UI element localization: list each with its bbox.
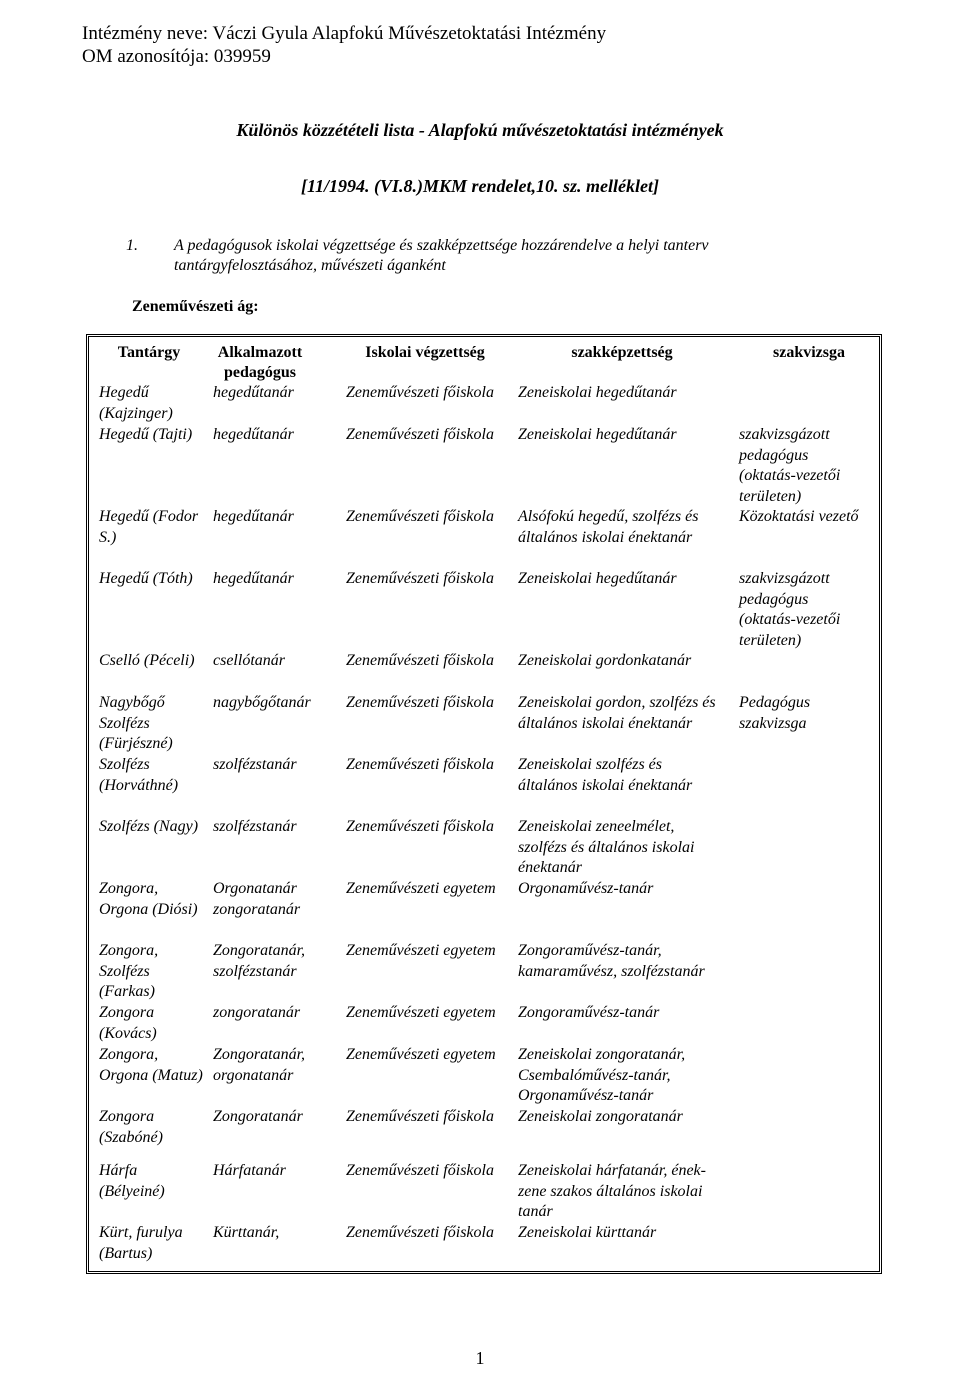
cell-education: Zeneművészeti főiskola — [346, 508, 494, 525]
page-number: 1 — [475, 1348, 485, 1368]
cell-teacher: Orgonatanár zongoratanár — [213, 880, 301, 918]
cell-qualification: Zeneiskolai gordon, szolfézs és általános iskolai énektanár — [518, 694, 716, 732]
cell-exam: szakvizsgázott pedagógus (oktatás-vezetői területen) — [739, 570, 841, 649]
header-education: Iskolai végzettség — [365, 344, 485, 361]
cell-teacher: Zongoratanár — [213, 1108, 303, 1125]
cell-teacher: hegedűtanár — [213, 384, 294, 401]
cell-education: Zeneművészeti főiskola — [346, 570, 494, 587]
cell-education: Zeneművészeti főiskola — [346, 1162, 494, 1179]
om-id: OM azonosítója: 039959 — [82, 46, 271, 67]
cell-qualification: Zeneiskolai hegedűtanár — [518, 426, 677, 443]
cell-education: Zeneművészeti főiskola — [346, 818, 494, 835]
cell-teacher: csellótanár — [213, 652, 285, 669]
cell-teacher: szolfézstanár — [213, 756, 297, 773]
cell-subject: Hegedű (Tóth) — [99, 570, 193, 587]
cell-subject: Zongora, Orgona (Diósi) — [99, 880, 198, 918]
cell-qualification: Zeneiskolai hegedűtanár — [518, 570, 677, 587]
cell-subject: Hegedű (Kajzinger) — [99, 384, 173, 422]
cell-subject: Szolfézs (Horváthné) — [99, 756, 179, 794]
cell-qualification: Zeneiskolai szolfézs és általános iskolai énektanár — [518, 756, 693, 794]
cell-subject: Zongora, Szolfézs (Farkas) — [99, 942, 159, 1000]
cell-teacher: hegedűtanár — [213, 426, 294, 443]
cell-teacher: Zongoratanár, orgonatanár — [213, 1046, 306, 1084]
cell-qualification: Zeneiskolai kürttanár — [518, 1224, 657, 1241]
section-number: 1. — [126, 237, 138, 254]
institution-name: Intézmény neve: Váczi Gyula Alapfokú Művészetoktatási Intézmény — [82, 23, 607, 44]
cell-teacher: nagybőgőtanár — [213, 694, 311, 711]
cell-education: Zeneművészeti főiskola — [346, 756, 494, 773]
cell-teacher: zongoratanár — [213, 1004, 301, 1021]
cell-education: Zeneművészeti főiskola — [346, 652, 494, 669]
header-exam: szakvizsga — [773, 344, 845, 361]
cell-teacher: Kürttanár, — [213, 1224, 280, 1241]
cell-subject: Zongora (Kovács) — [99, 1004, 157, 1042]
cell-education: Zeneművészeti egyetem — [346, 942, 496, 959]
cell-teacher: Zongoratanár, szolfézstanár — [213, 942, 306, 980]
document-subtitle: [11/1994. (VI.8.)MKM rendelet,10. sz. melléklet] — [301, 176, 659, 196]
cell-subject: Zongora (Szabóné) — [99, 1108, 163, 1146]
cell-qualification: Zeneiskolai hegedűtanár — [518, 384, 677, 401]
header-teacher: Alkalmazott pedagógus — [217, 344, 303, 381]
cell-exam: Pedagógus szakvizsga — [739, 694, 811, 732]
cell-teacher: hegedűtanár — [213, 508, 294, 525]
cell-education: Zeneművészeti főiskola — [346, 694, 494, 711]
cell-teacher: szolfézstanár — [213, 818, 297, 835]
cell-subject: Zongora, Orgona (Matuz) — [99, 1046, 203, 1084]
cell-qualification: Zeneiskolai zongoratanár, Csembalóművész-tanár, Orgonaművész-tanár — [518, 1046, 686, 1104]
cell-qualification: Zongoraművész-tanár — [518, 1004, 660, 1021]
cell-education: Zeneművészeti főiskola — [346, 1224, 494, 1241]
cell-subject: Hárfa (Bélyeiné) — [99, 1162, 165, 1200]
cell-qualification: Alsófokú hegedű, szolfézs és általános iskolai énektanár — [518, 508, 699, 546]
cell-qualification: Zongoraművész-tanár, kamaraművész, szolfézstanár — [518, 942, 705, 980]
cell-education: Zeneművészeti egyetem — [346, 880, 496, 897]
cell-education: Zeneművészeti főiskola — [346, 426, 494, 443]
section-text: A pedagógusok iskolai végzettsége és szakképzettsége hozzárendelve a helyi tanterv tantárgyfelosztásához, művészeti áganként — [174, 237, 709, 274]
cell-qualification: Orgonaművész-tanár — [518, 880, 654, 897]
cell-subject: Hegedű (Tajti) — [99, 426, 193, 443]
cell-exam: Közoktatási vezető — [739, 508, 859, 525]
cell-education: Zeneművészeti egyetem — [346, 1046, 496, 1063]
branch-title: Zeneművészeti ág: — [132, 298, 259, 315]
cell-subject: Kürt, furulya (Bartus) — [99, 1224, 183, 1262]
document-title: Különös közzétételi lista - Alapfokú művészetoktatási intézmények — [236, 120, 724, 140]
cell-education: Zeneművészeti főiskola — [346, 384, 494, 401]
cell-teacher: hegedűtanár — [213, 570, 294, 587]
cell-qualification: Zeneiskolai zeneelmélet, szolfézs és általános iskolai énektanár — [518, 818, 695, 876]
cell-exam: szakvizsgázott pedagógus (oktatás-vezetői területen) — [739, 426, 841, 505]
teachers-table — [86, 334, 882, 1274]
cell-subject: Hegedű (Fodor S.) — [99, 508, 199, 546]
cell-teacher: Hárfatanár — [213, 1162, 286, 1179]
header-qualification: szakképzettség — [571, 344, 673, 361]
cell-subject: Szolfézs (Nagy) — [99, 818, 199, 835]
cell-subject: Nagybőgő Szolfézs (Fürjészné) — [99, 694, 173, 752]
header-subject: Tantárgy — [117, 344, 181, 361]
cell-subject: Cselló (Péceli) — [99, 652, 195, 669]
cell-education: Zeneművészeti egyetem — [346, 1004, 496, 1021]
cell-qualification: Zeneiskolai hárfatanár, ének-zene szakos általános iskolai tanár — [518, 1162, 706, 1220]
cell-education: Zeneművészeti főiskola — [346, 1108, 494, 1125]
cell-qualification: Zeneiskolai gordonkatanár — [518, 652, 692, 669]
cell-qualification: Zeneiskolai zongoratanár — [518, 1108, 683, 1125]
